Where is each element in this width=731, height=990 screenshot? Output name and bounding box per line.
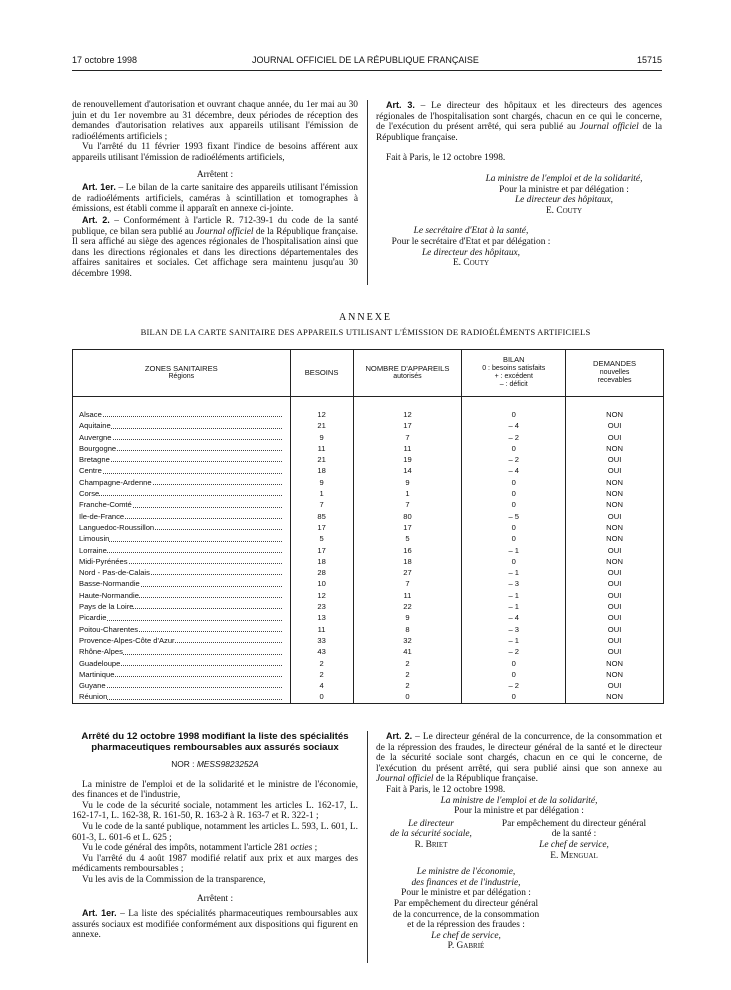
table-row [73, 545, 664, 556]
article-label: Art. 3. [386, 100, 415, 110]
autorises-cell: 5 [353, 533, 462, 544]
region-name: Picardie [79, 613, 107, 623]
region-cell [73, 465, 291, 476]
region-name: Nord - Pas-de-Calais [79, 568, 150, 578]
region-name: Lorraine [79, 545, 107, 555]
table-row [73, 646, 664, 657]
fait-a-paris: Fait à Paris, le 12 octobre 1998. [386, 153, 506, 164]
table-row [73, 658, 664, 669]
bilan-cell: – 1 [462, 590, 566, 601]
header-subtext: nouvelles [599, 368, 630, 376]
demandes-cell: OUI [566, 624, 664, 635]
table-row [73, 669, 664, 680]
region-cell [73, 658, 291, 669]
demandes-cell: NON [566, 477, 664, 488]
besoins-cell: 12 [290, 590, 353, 601]
demandes-cell: NON [566, 533, 664, 544]
table-spacer-row [73, 397, 664, 410]
article-2 [72, 215, 358, 280]
decree-title [72, 731, 358, 753]
signature-line: Le chef de service, [431, 930, 501, 941]
autorises-cell: 2 [353, 658, 462, 669]
demandes-cell: NON [566, 658, 664, 669]
header-text: DEMANDES [593, 359, 637, 369]
region-name: Franche-Comté [79, 500, 132, 510]
region-name: Rhône-Alpes [79, 647, 123, 657]
signature-line: Pour le ministre et par délégation : [401, 888, 531, 899]
besoins-cell: 0 [290, 691, 353, 703]
decree-title-line: Arrêté du 12 octobre 1998 modifiant la liste des spécialités [81, 731, 349, 742]
region-cell [73, 443, 291, 454]
column-header-zones [73, 350, 291, 397]
table-row [73, 465, 664, 476]
article-1 [72, 908, 358, 941]
region-name: Limousin [79, 534, 110, 544]
journal-title: JOURNAL OFFICIEL DE LA RÉPUBLIQUE FRANÇAISE [252, 55, 479, 65]
signature-line: des finances et de l'industrie, [411, 877, 521, 888]
autorises-cell: 41 [353, 646, 462, 657]
region-cell [73, 420, 291, 431]
table-row [73, 511, 664, 522]
region-name: Haute-Normandie [79, 590, 139, 600]
region-name: Ile-de-France [79, 511, 125, 521]
article-text: – La liste des spécialités pharmaceutiques remboursables aux assurés sociaux est modifiée conformément aux dispositions qui figurent en annexe. [72, 909, 358, 941]
besoins-cell: 21 [290, 454, 353, 465]
region-cell [73, 511, 291, 522]
demandes-cell: NON [566, 522, 664, 533]
signature-line: Par empêchement du directeur général [393, 898, 539, 909]
signature-block-2 [376, 226, 566, 268]
paragraph: Vu le code de la sécurité sociale, notamment les articles L. 162-17, L. 162-17-1, L. 162-38, R. 161-50, R. 163-2 à R. 163-7 et R. 322-1 ; [72, 800, 358, 822]
signature-line: Pour le secrétaire d'Etat et par délégation : [391, 236, 551, 247]
signature-block-economie [376, 867, 556, 952]
region-cell [73, 432, 291, 443]
demandes-cell: OUI [566, 567, 664, 578]
besoins-cell: 17 [290, 522, 353, 533]
autorises-cell: 80 [353, 511, 462, 522]
journal-reference: Journal officiel [376, 774, 434, 785]
autorises-cell: 7 [353, 578, 462, 589]
bilan-cell: 0 [462, 669, 566, 680]
header-subtext: – : déficit [499, 381, 528, 389]
fait-a-paris: Fait à Paris, le 12 octobre 1998. [386, 784, 506, 795]
besoins-cell: 2 [290, 669, 353, 680]
region-cell [73, 533, 291, 544]
table-row [73, 420, 664, 431]
region-name: Midi-Pyrénées [79, 556, 128, 566]
region-cell [73, 680, 291, 691]
paragraph-text: Vu le code général des impôts, notamment l'article 281 [82, 843, 291, 854]
article-label: Art. 2. [386, 731, 413, 741]
article-text: de la République française. [433, 774, 538, 785]
table-row [73, 533, 664, 544]
region-name: Bourgogne [79, 443, 117, 453]
nor-label: NOR : [171, 759, 197, 769]
column-header-bilan [462, 350, 566, 397]
region-cell [73, 556, 291, 567]
paragraph-text: octies [290, 843, 313, 854]
besoins-cell: 11 [290, 624, 353, 635]
demandes-cell: OUI [566, 454, 664, 465]
besoins-cell: 33 [290, 635, 353, 646]
besoins-cell: 85 [290, 511, 353, 522]
demandes-cell: OUI [566, 680, 664, 691]
besoins-cell: 7 [290, 499, 353, 510]
signature-line: Le directeur [408, 818, 454, 829]
table-body [73, 397, 664, 704]
region-cell [73, 409, 291, 420]
signatory-name: E. Couty [545, 205, 583, 216]
header-date: 17 octobre 1998 [72, 55, 138, 65]
autorises-cell: 22 [353, 601, 462, 612]
article-label: Art. 2. [82, 214, 110, 225]
besoins-cell: 10 [290, 578, 353, 589]
demandes-cell: OUI [566, 590, 664, 601]
signature-line: Le ministre de l'économie, [416, 867, 516, 878]
paragraph: La ministre de l'emploi et de la solidarité et le ministre de l'économie, des finances et de l'industrie, [72, 779, 358, 801]
autorises-cell: 8 [353, 624, 462, 635]
region-cell [73, 646, 291, 657]
demandes-cell: OUI [566, 432, 664, 443]
column-divider [367, 731, 368, 963]
header-rule [72, 70, 662, 71]
table-row [73, 409, 664, 420]
arretent-heading: Arrêtent : [196, 893, 234, 904]
region-name: Aquitaine [79, 421, 111, 431]
column-header-demandes [566, 350, 664, 397]
bilan-cell: – 5 [462, 511, 566, 522]
besoins-cell: 18 [290, 465, 353, 476]
region-cell [73, 567, 291, 578]
table-row [73, 590, 664, 601]
demandes-cell: OUI [566, 420, 664, 431]
nor-code: MESS9823252A [196, 759, 259, 769]
autorises-cell: 32 [353, 635, 462, 646]
region-name: Languedoc-Roussillon [79, 522, 155, 532]
paragraph: Vu les avis de la Commission de la transparence, [82, 874, 266, 885]
bilan-cell: – 2 [462, 454, 566, 465]
table-row [73, 601, 664, 612]
table-row [73, 488, 664, 499]
besoins-cell: 17 [290, 545, 353, 556]
signature-block-emploi [376, 796, 662, 817]
autorises-cell: 0 [353, 691, 462, 703]
demandes-cell: NON [566, 499, 664, 510]
demandes-cell: NON [566, 556, 664, 567]
signature-line: de la concurrence, de la consommation [392, 909, 540, 920]
paragraph [72, 843, 358, 854]
bilan-cell: – 4 [462, 612, 566, 623]
region-name: Provence-Alpes-Côte d'Azur [79, 635, 175, 645]
bilan-cell: – 3 [462, 624, 566, 635]
region-name: Bretagne [79, 455, 110, 465]
region-cell [73, 691, 291, 703]
article-text: de la République française. [376, 122, 663, 143]
signature-securite-sociale [376, 819, 486, 861]
article-text: de la République française. Il sera affiché au siège des agences régionales de l'hospitalisation ainsi que dans les directions régionales et dans les directions départementales des affaires sanitaires et sociales. Cet affichage sera maintenu jusqu'au 30 décembre 1998. [72, 226, 359, 279]
bilan-cell: – 1 [462, 635, 566, 646]
table-row [73, 556, 664, 567]
column-divider [367, 100, 368, 285]
region-name: Centre [79, 466, 102, 476]
article-text: – Conformément à l'article R. 712-39-1 du code de la santé publique, ce bilan sera publié au [72, 215, 358, 237]
region-cell [73, 669, 291, 680]
header-subtext: recevables [597, 377, 632, 385]
table-row [73, 499, 664, 510]
header-subtext: autorisés [393, 373, 422, 380]
signature-line: et de la répression des fraudes : [407, 920, 525, 931]
header-subtext: + : excédent [494, 373, 533, 380]
autorises-cell: 14 [353, 465, 462, 476]
bilan-cell: – 1 [462, 545, 566, 556]
autorises-cell: 11 [353, 443, 462, 454]
demandes-cell: NON [566, 443, 664, 454]
region-name: Champagne-Ardenne [79, 477, 152, 487]
region-cell [73, 612, 291, 623]
signature-line: La ministre de l'emploi et de la solidarité, [440, 795, 598, 806]
bilan-cell: – 4 [462, 465, 566, 476]
paragraph-text: ; [312, 843, 318, 854]
demandes-cell: OUI [566, 612, 664, 623]
signature-line: Pour la ministre et par délégation : [499, 184, 629, 195]
top-left-column [72, 100, 358, 280]
region-name: Alsace [79, 410, 102, 419]
region-name: Martinique [79, 669, 115, 679]
region-cell [73, 635, 291, 646]
autorises-cell: 19 [353, 454, 462, 465]
table-row [73, 522, 664, 533]
table-row [73, 477, 664, 488]
region-cell [73, 590, 291, 601]
bilan-cell: – 1 [462, 601, 566, 612]
region-cell [73, 477, 291, 488]
article-2 [376, 731, 662, 785]
bilan-cell: – 4 [462, 420, 566, 431]
signature-line: Le directeur des hôpitaux, [514, 195, 614, 206]
bilan-cell: 0 [462, 488, 566, 499]
region-cell [73, 545, 291, 556]
signature-pair [376, 819, 662, 861]
bilan-cell: – 2 [462, 646, 566, 657]
autorises-cell: 18 [353, 556, 462, 567]
signature-line: de la santé : [551, 829, 597, 840]
signature-line: Le chef de service, [539, 839, 609, 850]
besoins-cell: 12 [290, 409, 353, 420]
article-text: – Le directeur général de la concurrence, de la consommation et de la répression des fraudes, le directeur général de la santé et le directeur de la sécurité sociale sont chargés, chacun en ce qui le concerne, de l'exécution du présent arrêté, qui sera publié ainsi que son annexe au [376, 732, 662, 774]
besoins-cell: 23 [290, 601, 353, 612]
besoins-cell: 18 [290, 556, 353, 567]
header-text: ZONES SANITAIRES [144, 363, 218, 373]
besoins-cell: 43 [290, 646, 353, 657]
annex-subtitle: BILAN DE LA CARTE SANITAIRE DES APPAREILS UTILISANT L'ÉMISSION DE RADIOÉLÉMENTS ARTIFICIELS [140, 327, 591, 337]
table-row [73, 612, 664, 623]
article-text: – Le bilan de la carte sanitaire des appareils utilisant l'émission de radioéléments artificiels, caméras à scintillation et tomographes à émissions, est établi comme il apparaît en annexe ci-jointe. [72, 183, 358, 215]
journal-reference: Journal officiel [579, 122, 639, 133]
autorises-cell: 1 [353, 488, 462, 499]
table-header-row [73, 350, 664, 397]
paragraph: de renouvellement d'autorisation et ouvrant chaque année, du 1er mai au 30 juin et du 1er novembre au 31 décembre, deux périodes de réception des demandes d'autorisation relatives aux appareils utilisant l'émission de radioéléments artificiels ; [72, 100, 358, 142]
demandes-cell: OUI [566, 601, 664, 612]
article-text: – Le directeur des hôpitaux et les directeurs des agences régionales de l'hospitalisation sont chargés, chacun en ce qui le concerne, de l'exécution du présent arrêté, qui sera publié au [376, 101, 662, 133]
besoins-cell: 1 [290, 488, 353, 499]
region-cell [73, 499, 291, 510]
region-cell [73, 488, 291, 499]
region-cell [73, 601, 291, 612]
bottom-right-column [376, 731, 662, 952]
region-cell [73, 624, 291, 635]
besoins-cell: 9 [290, 477, 353, 488]
demandes-cell: OUI [566, 545, 664, 556]
region-name: Basse-Normandie [79, 579, 140, 589]
column-header-nombre [353, 350, 462, 397]
signatory-name: E. Couty [452, 258, 490, 269]
paragraph: Vu le code de la santé publique, notamment les articles L. 593, L. 601, L. 601-3, L. 601-6 et L. 625 ; [72, 821, 358, 843]
table-row [73, 680, 664, 691]
region-name: Auvergne [79, 432, 112, 442]
table-row [73, 635, 664, 646]
demandes-cell: OUI [566, 646, 664, 657]
annex-title: ANNEXE [338, 312, 393, 323]
page-number: 15715 [636, 55, 662, 65]
bilan-cell: 0 [462, 533, 566, 544]
paragraph: Vu l'arrêté du 11 février 1993 fixant l'indice de besoins afférent aux appareils utilisant l'émission de radioéléments artificiels, [72, 142, 358, 163]
autorises-cell: 17 [353, 522, 462, 533]
table-row [73, 567, 664, 578]
demandes-cell: OUI [566, 578, 664, 589]
autorises-cell: 12 [353, 409, 462, 420]
region-cell [73, 522, 291, 533]
header-text: NOMBRE D'APPAREILS [365, 363, 450, 373]
autorises-cell: 9 [353, 612, 462, 623]
arretent-heading: Arrêtent : [196, 169, 234, 180]
bilan-cell: – 1 [462, 567, 566, 578]
table-row [73, 624, 664, 635]
nor-reference [72, 759, 358, 770]
header-text: BILAN [503, 355, 525, 365]
table-row [73, 454, 664, 465]
table-row [73, 432, 664, 443]
besoins-cell: 11 [290, 443, 353, 454]
decree-title-line: pharmaceutiques remboursables aux assurés sociaux [91, 742, 339, 753]
bilan-cell: 0 [462, 409, 566, 420]
signature-line: de la sécurité sociale, [390, 829, 472, 840]
autorises-cell: 7 [353, 499, 462, 510]
bilan-cell: 0 [462, 499, 566, 510]
autorises-cell: 9 [353, 477, 462, 488]
bilan-cell: – 3 [462, 578, 566, 589]
region-cell [73, 578, 291, 589]
signature-sante [486, 819, 662, 861]
region-name: Réunion [79, 692, 108, 702]
region-name: Guyane [79, 681, 106, 691]
bilan-cell: – 2 [462, 680, 566, 691]
signatory-name: P. Gabrié [447, 941, 485, 952]
region-name: Guadeloupe [79, 658, 121, 668]
region-name: Poitou-Charentes [79, 624, 139, 634]
table-row [73, 443, 664, 454]
column-header-besoins: BESOINS [290, 350, 353, 397]
paragraph: Vu l'arrêté du 4 août 1987 modifié relatif aux prix et aux marges des médicaments remboursables ; [72, 853, 358, 875]
besoins-cell: 28 [290, 567, 353, 578]
signature-line: Le directeur des hôpitaux, [421, 247, 521, 258]
bilan-cell: 0 [462, 477, 566, 488]
signatory-name: E. Mengual [550, 850, 598, 861]
article-label: Art. 1er. [82, 182, 116, 193]
bilan-table [72, 349, 664, 704]
signature-line: Le secrétaire d'Etat à la santé, [413, 226, 529, 237]
signature-line: Pour la ministre et par délégation : [454, 806, 584, 817]
signature-block-1 [376, 174, 662, 216]
region-name: Corse [79, 489, 100, 499]
autorises-cell: 11 [353, 590, 462, 601]
journal-reference: Journal officiel [195, 226, 254, 237]
bilan-cell: 0 [462, 522, 566, 533]
top-right-column [376, 100, 662, 269]
table-row [73, 691, 664, 703]
bilan-cell: – 2 [462, 432, 566, 443]
demandes-cell: NON [566, 409, 664, 420]
article-label: Art. 1er. [82, 908, 117, 919]
autorises-cell: 2 [353, 669, 462, 680]
region-name: Pays de la Loire [79, 602, 134, 612]
bilan-cell: 0 [462, 658, 566, 669]
besoins-cell: 13 [290, 612, 353, 623]
demandes-cell: OUI [566, 511, 664, 522]
article-1 [72, 182, 358, 215]
besoins-cell: 9 [290, 432, 353, 443]
signatory-name: R. Briet [414, 839, 448, 850]
autorises-cell: 16 [353, 545, 462, 556]
header-subtext: 0 : besoins satisfaits [482, 364, 546, 372]
autorises-cell: 7 [353, 432, 462, 443]
bilan-cell: 0 [462, 443, 566, 454]
header-subtext: Régions [168, 373, 195, 380]
bottom-left-column [72, 731, 358, 941]
demandes-cell: NON [566, 488, 664, 499]
besoins-cell: 4 [290, 680, 353, 691]
bilan-cell: 0 [462, 691, 566, 703]
demandes-cell: OUI [566, 635, 664, 646]
demandes-cell: OUI [566, 465, 664, 476]
demandes-cell: NON [566, 691, 664, 703]
table-row [73, 578, 664, 589]
besoins-cell: 21 [290, 420, 353, 431]
signature-line: La ministre de l'emploi et de la solidarité, [485, 173, 643, 184]
bilan-cell: 0 [462, 556, 566, 567]
besoins-cell: 5 [290, 533, 353, 544]
demandes-cell: NON [566, 669, 664, 680]
signature-line: Par empêchement du directeur général [501, 818, 647, 829]
autorises-cell: 27 [353, 567, 462, 578]
besoins-cell: 2 [290, 658, 353, 669]
autorises-cell: 17 [353, 420, 462, 431]
autorises-cell: 2 [353, 680, 462, 691]
article-3 [376, 100, 662, 143]
region-cell [73, 454, 291, 465]
